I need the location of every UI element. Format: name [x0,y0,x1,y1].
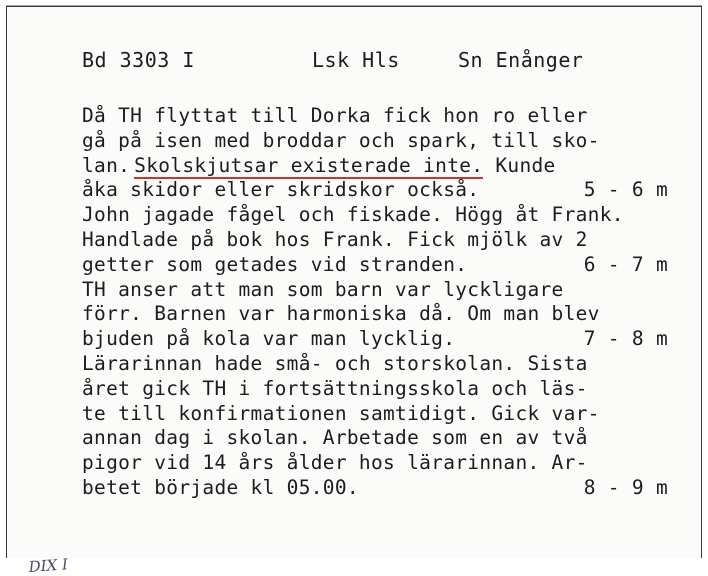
underlined-sentence: Skolskjutsar existerade inte. [134,153,484,177]
text-line [82,203,702,228]
page-marker: 7 - 8 m [583,327,668,351]
line-text: pigor vid 14 års ålder hos lärarinnan. Ar- [82,451,588,475]
transcript-body [82,104,702,501]
line-text: betet började kl 05.00. [82,475,359,499]
text-line [82,302,702,327]
text-line [82,104,702,129]
line-text: annan dag i skolan. Arbetade som en av två [82,426,588,450]
text-line [82,402,702,427]
line-text: lan. [82,153,131,177]
parish-name: Sn Enånger [458,48,584,72]
text-line [82,476,702,501]
line-text: getter som getades vid stranden. [82,252,468,276]
line-text: Lärarinnan hade små- och storskolan. Sista [82,351,588,375]
text-line [82,154,702,179]
line-text: bjuden på kola var man lycklig. [82,327,456,351]
text-line [82,129,702,154]
line-text: John jagade fågel och fiskade. Högg åt Frank. [82,203,624,227]
text-line [82,253,702,278]
text-line [82,278,702,303]
text-line [82,451,702,476]
line-text: Kunde [495,153,556,177]
line-text: åka skidor eller skridskor också. [82,178,480,202]
text-line [82,426,702,451]
text-line [82,352,702,377]
text-line [82,327,702,352]
archive-reference: Bd 3303 I [82,48,195,72]
place-code: Lsk Hls [312,48,400,72]
line-text: året gick TH i fortsättningsskola och läs- [82,376,588,400]
text-line [82,377,702,402]
page-marker: 8 - 9 m [583,475,668,499]
page-marker: 6 - 7 m [583,252,668,276]
line-text: te till konfirmationen samtidigt. Gick var- [82,401,600,425]
text-line [82,178,702,203]
line-text: Då TH flyttat till Dorka fick hon ro eller [82,104,588,127]
text-line [82,228,702,253]
line-text: TH anser att man som barn var lyckligare [82,277,564,301]
line-text: förr. Barnen var harmoniska då. Om man blev [82,302,600,326]
margin-note: DIX I [28,555,69,576]
line-text: gå på isen med broddar och spark, till sko- [82,128,600,152]
page-marker: 5 - 6 m [583,178,668,202]
card-header [0,48,708,80]
line-text: Handlade på bok hos Frank. Fick mjölk av 2 [82,227,588,251]
